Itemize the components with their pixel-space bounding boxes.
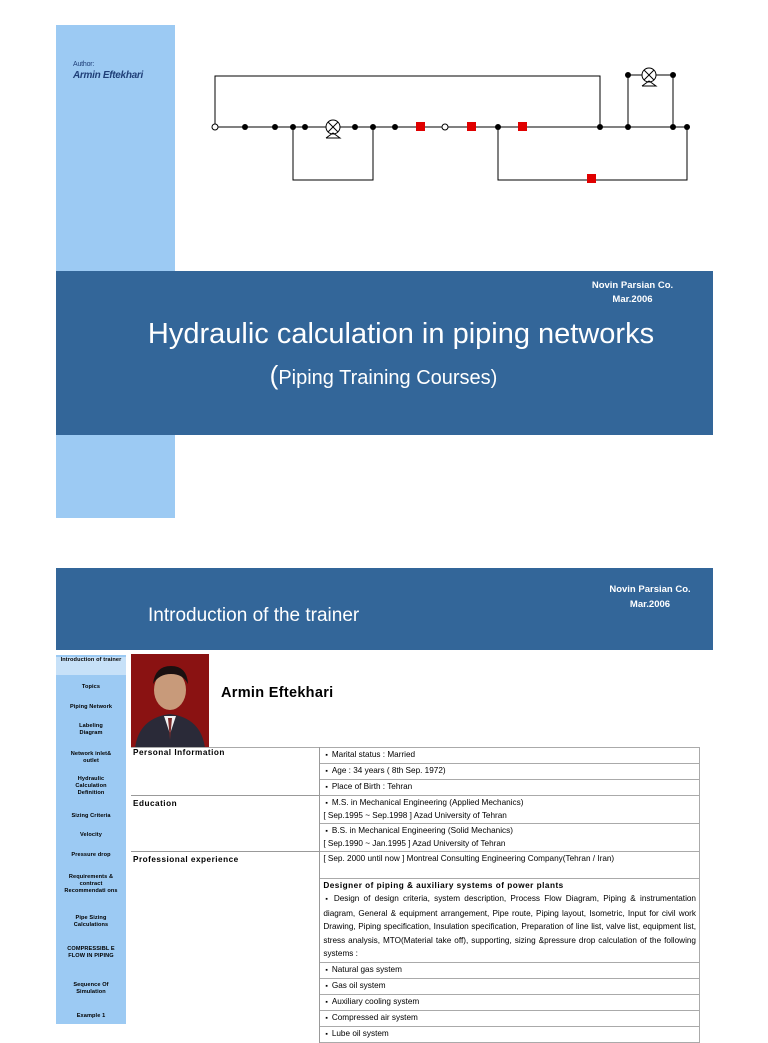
author-name: Armin Eftekhari <box>73 70 143 81</box>
company-name: Novin Parsian Co. <box>591 280 674 291</box>
subtitle-text: Piping Training Courses) <box>278 367 498 389</box>
personal-info-text: Place of Birth : Tehran <box>331 782 413 791</box>
system-item <box>320 978 700 994</box>
system-text: Natural gas system <box>331 964 402 974</box>
nav-item[interactable]: Piping Network <box>69 704 113 710</box>
nav-item[interactable]: Sequence Of Simulation <box>73 982 109 995</box>
nav-item[interactable]: Example 1 <box>76 1013 106 1019</box>
company-block <box>580 582 720 612</box>
education-period: [ Sep.1990 ~ Jan.1995 ] Azad University of Tehran <box>323 839 506 848</box>
cv-table <box>131 747 700 1043</box>
trainer-name: Armin Eftekhari <box>221 685 334 701</box>
presentation-subtitle <box>56 360 711 391</box>
presentation-date: Mar.2006 <box>612 294 653 305</box>
company-name: Novin Parsian Co. <box>609 584 691 595</box>
subtitle-paren: ( <box>269 360 279 390</box>
education-period: [ Sep.1995 ~ Sep.1998 ] Azad University of Tehran <box>323 811 507 820</box>
education-label: Education <box>131 796 320 852</box>
designer-block <box>320 879 700 963</box>
designer-description: Design of design criteria, system description, Process Flow Diagram, Piping & instrumentation diagram, General & equipment arrangement, Pipe route, Piping layout, Isometric, Input for civil work Drawing, Piping specification, Insulation specification, Preparation of line list, valve list, equipment list, stress analysis, MTO(Material take off), supporting, sizing &pressure drop calculation of the following systems : <box>323 894 696 958</box>
personal-info-label: Personal Information <box>131 748 320 796</box>
personal-info-item <box>320 764 700 780</box>
nav-item[interactable]: Topics <box>81 684 101 690</box>
nav-item[interactable]: Labeling Diagram <box>79 723 103 736</box>
system-item <box>320 1026 700 1042</box>
nav-item[interactable]: Requirements & contract Recommendati ons <box>64 874 118 894</box>
nav-item[interactable]: COMPRESSIBL E FLOW IN PIPING <box>67 946 115 959</box>
author-label: Author: <box>73 61 95 68</box>
experience-period: [ Sep. 2000 until now ] Montreal Consulting Engineering Company(Tehran / Iran) <box>320 852 700 879</box>
system-item <box>320 994 700 1010</box>
education-degree: M.S. in Mechanical Engineering (Applied Mechanics) <box>331 798 524 807</box>
nav-item[interactable]: Introduction of trainer <box>56 657 126 675</box>
personal-info-text: Marital status : Married <box>331 750 416 759</box>
company-block <box>560 279 705 307</box>
topic-navigation <box>56 655 126 1024</box>
nav-item[interactable]: Sizing Criteria <box>71 813 111 819</box>
personal-info-item <box>320 780 700 796</box>
nav-item[interactable]: Hydraulic Calculation Definition <box>75 776 107 796</box>
system-item <box>320 962 700 978</box>
education-degree: B.S. in Mechanical Engineering (Solid Mechanics) <box>331 826 513 835</box>
nav-item[interactable]: Pipe Sizing Calculations <box>73 915 109 928</box>
system-text: Auxiliary cooling system <box>331 996 420 1006</box>
trainer-photo <box>131 654 209 748</box>
slide-title: Introduction of the trainer <box>148 605 360 626</box>
system-text: Compressed air system <box>331 1012 418 1022</box>
nav-item[interactable]: Velocity <box>80 832 102 838</box>
education-item <box>320 824 700 852</box>
education-item <box>320 796 700 824</box>
experience-label: Professional experience <box>131 852 320 1043</box>
presentation-date: Mar.2006 <box>629 599 671 610</box>
nav-item[interactable]: Network inlet& outlet <box>70 751 112 764</box>
trainer-portrait <box>131 654 209 748</box>
nav-item[interactable]: Pressure drop <box>71 852 111 858</box>
system-text: Lube oil system <box>331 1028 389 1038</box>
personal-info-text: Age : 34 years ( 8th Sep. 1972) <box>331 766 446 775</box>
piping-network-diagram <box>205 60 695 190</box>
personal-info-item <box>320 748 700 764</box>
presentation-title: Hydraulic calculation in piping networks <box>147 318 655 350</box>
designer-heading: Designer of piping & auxiliary systems of power plants <box>323 881 564 890</box>
system-text: Gas oil system <box>331 980 386 990</box>
